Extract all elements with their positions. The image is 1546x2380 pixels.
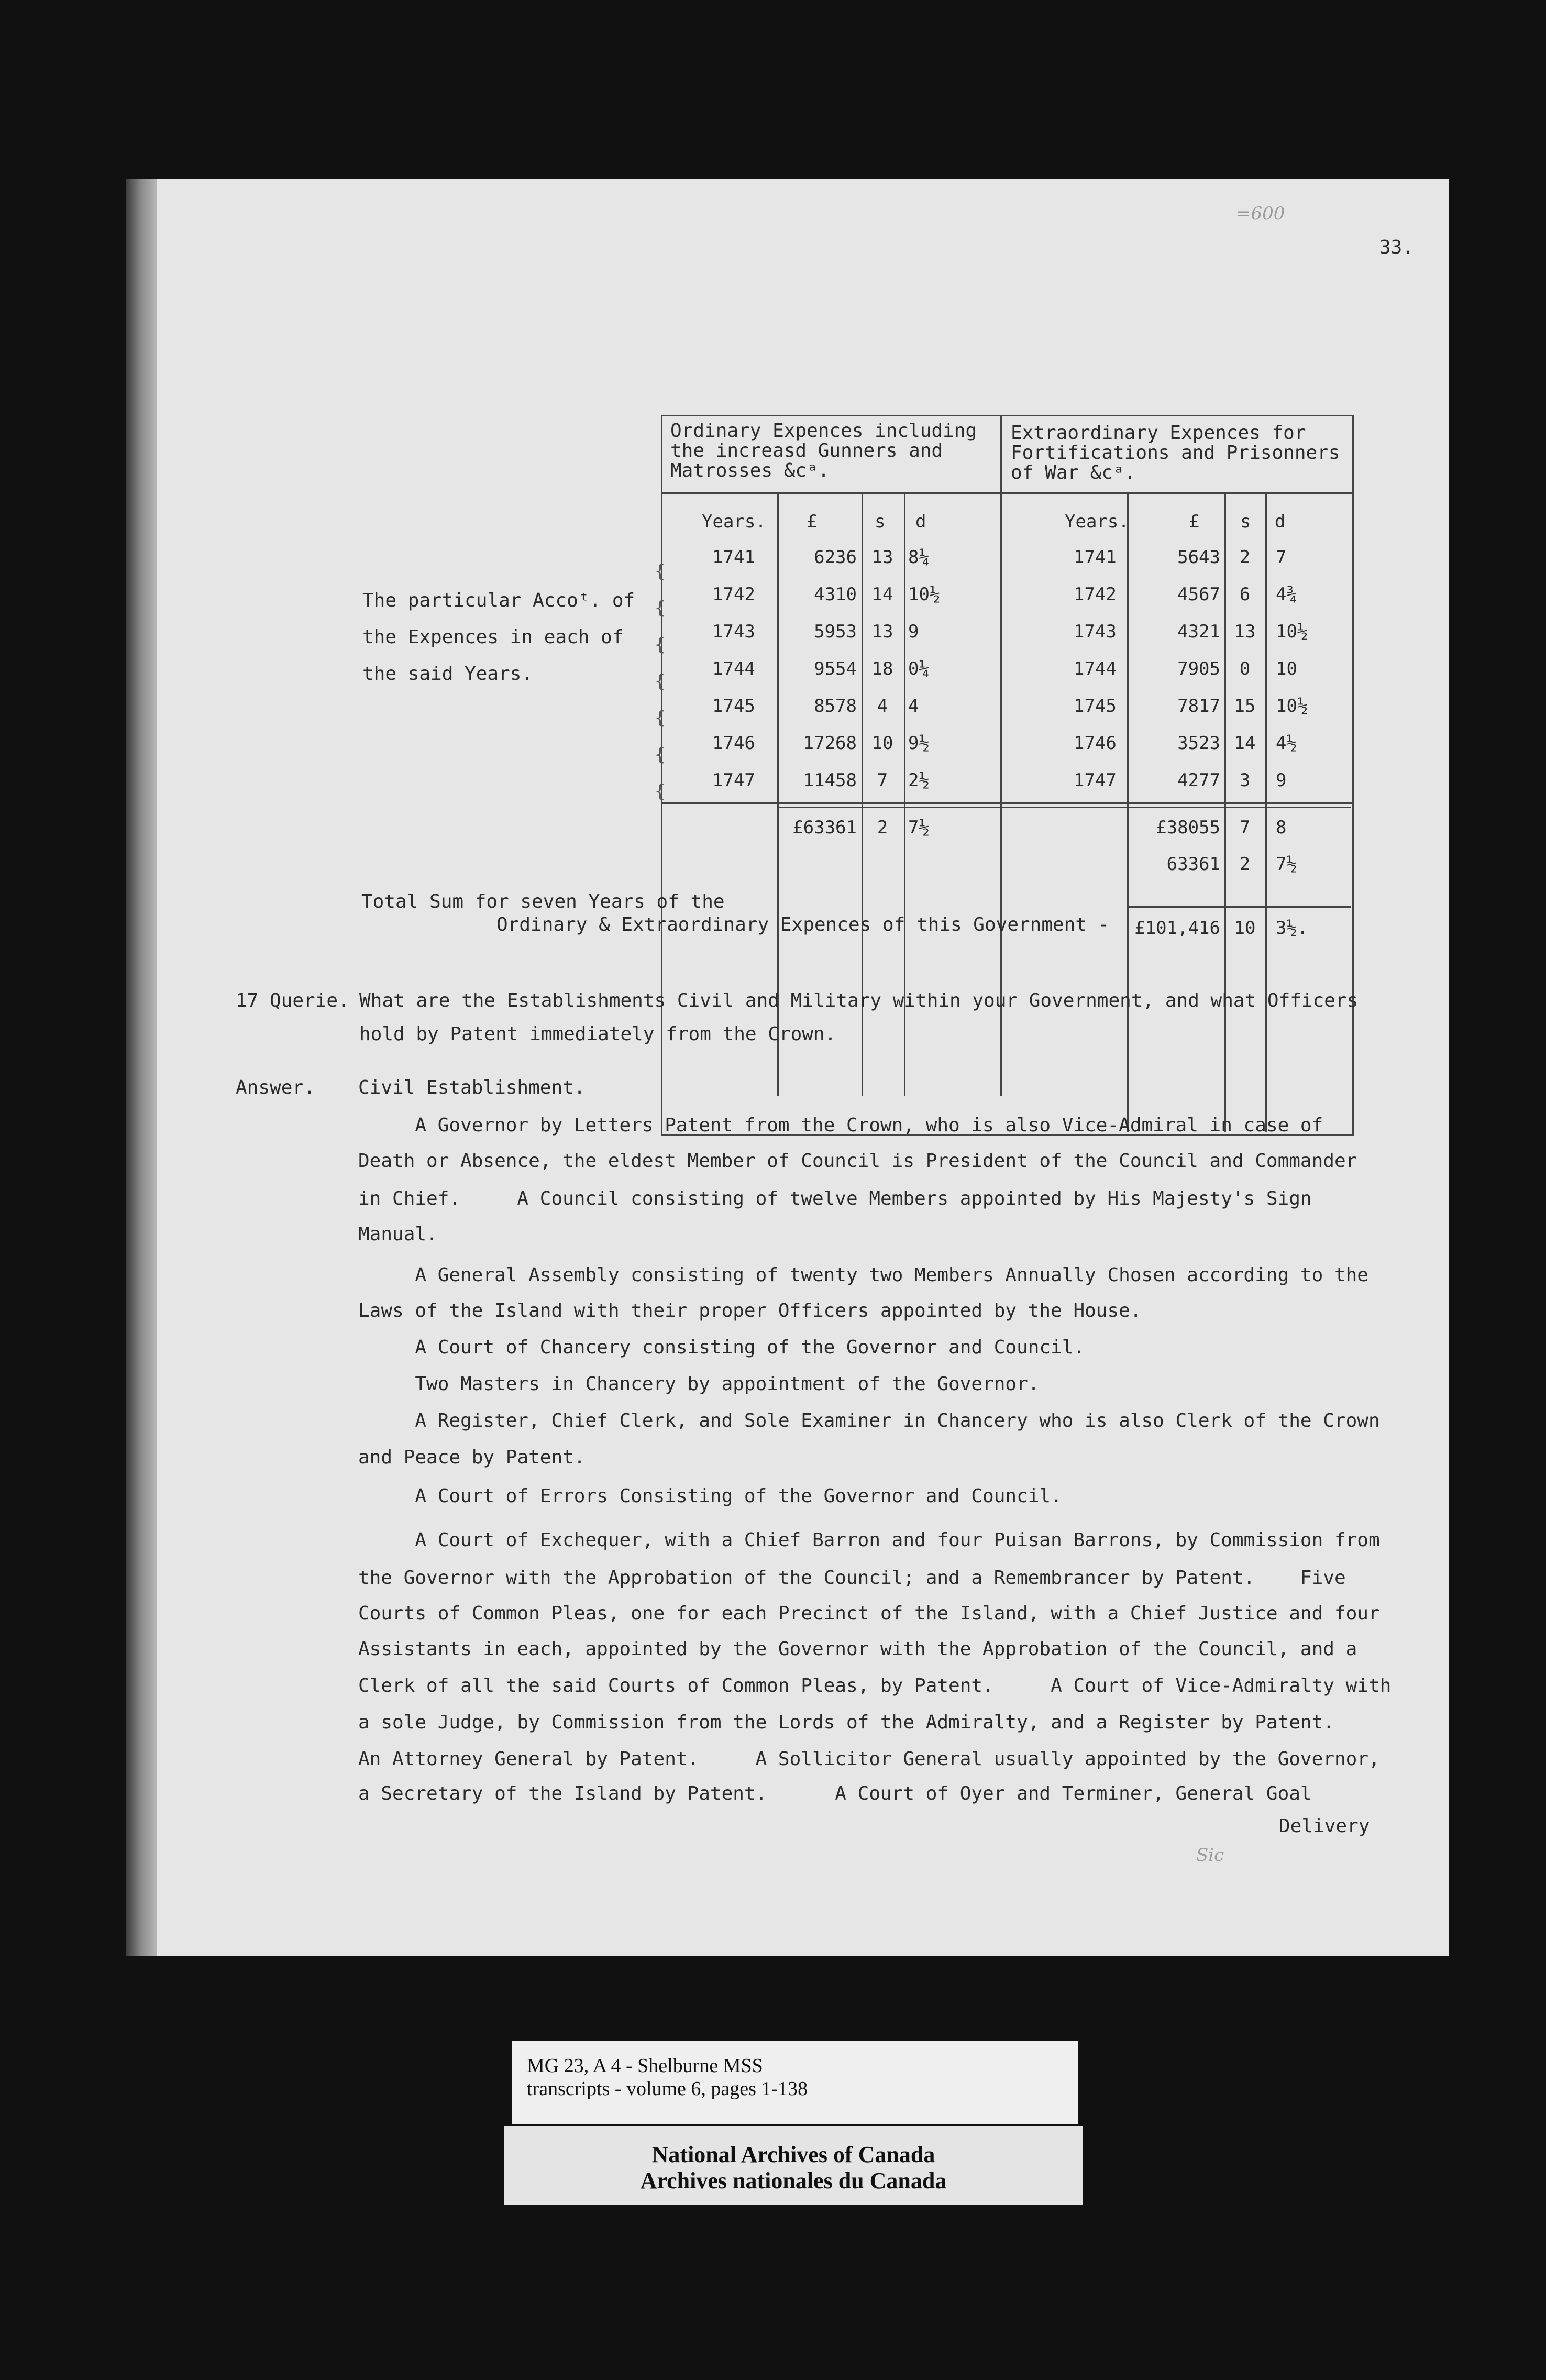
extra-pence: 4½ [1276, 733, 1297, 754]
extra-pence: 9 [1276, 770, 1287, 791]
extra-shillings: 6 [1239, 584, 1251, 605]
extra-year: 1741 [1074, 547, 1117, 568]
extra-shillings: 13 [1234, 621, 1256, 642]
ordinary-shillings: 7 [877, 770, 888, 791]
extra-shillings: 0 [1239, 658, 1251, 679]
ordinary-total-shillings: 2 [877, 817, 888, 838]
answer-line: An Attorney General by Patent. A Sollicitor General usually appointed by the Governor, [358, 1748, 1380, 1770]
archive-institution-en: National Archives of Canada [651, 2142, 935, 2167]
total-label-line2: Ordinary & Extraordinary Expences of this Government - [496, 914, 1110, 935]
extra-pounds: 7817 [1177, 696, 1220, 717]
ordinary-year: 1743 [712, 621, 755, 642]
extra-pence: 10 [1276, 658, 1297, 679]
answer-line: Clerk of all the said Courts of Common Pleas, by Patent. A Court of Vice-Admiralty with [358, 1675, 1392, 1696]
extra-total-pence: 8 [1276, 817, 1287, 838]
ordinary-pence: 9½ [908, 733, 930, 754]
ordinary-year: 1742 [712, 584, 755, 605]
answer-line: A General Assembly consisting of twenty two Members Annually Chosen according to the [358, 1264, 1368, 1286]
extra-pounds: 4567 [1177, 584, 1220, 605]
ordinary-header: Ordinary Expences including the increasd Gunners and Matrosses &cᵃ. [670, 420, 977, 481]
ordinary-pence: 4 [908, 696, 919, 717]
ordinary-total-pounds: £63361 [792, 817, 857, 838]
total-label-line1: Total Sum for seven Years of the [361, 891, 725, 912]
col-pence: d [915, 511, 926, 532]
extra-pence: 10½ [1276, 696, 1308, 717]
querie-line-1: What are the Establishments Civil and Military within your Government, and what Officers [359, 990, 1359, 1011]
ordinary-shillings: 13 [871, 621, 893, 642]
extra-pence: 4¾ [1276, 584, 1297, 605]
querie-label: 17 Querie. [236, 990, 349, 1011]
extra-pounds: 7905 [1177, 658, 1220, 679]
col-pence: d [1275, 511, 1286, 532]
col-years: Years. [1065, 511, 1129, 532]
header-rule [661, 492, 1352, 494]
answer-line: Laws of the Island with their proper Officers appointed by the House. [358, 1300, 1142, 1321]
extra-pounds: 3523 [1177, 733, 1220, 754]
extra-total-shillings: 7 [1239, 817, 1251, 838]
extra-pence: 7 [1276, 547, 1287, 568]
extra-pence: 10½ [1276, 621, 1308, 642]
ordinary-shillings: 10 [871, 733, 893, 754]
side-note: The particular Accoᵗ. of the Expences in each of the said Years. [362, 590, 635, 685]
total-rule [661, 802, 1352, 804]
catchword: Delivery [1279, 1815, 1370, 1837]
document-page [157, 179, 1449, 1956]
extra-shillings: 3 [1239, 770, 1251, 791]
grand-total-shillings: 10 [1234, 918, 1256, 939]
answer-line: Two Masters in Chancery by appointment of the Governor. [358, 1373, 1040, 1395]
answer-line: A Court of Errors Consisting of the Governor and Council. [358, 1485, 1062, 1507]
carry-shillings: 2 [1239, 854, 1251, 875]
ordinary-year: 1747 [712, 770, 755, 791]
extra-year: 1745 [1074, 696, 1117, 717]
ordinary-shillings: 14 [871, 584, 893, 605]
ordinary-year: 1745 [712, 696, 755, 717]
answer-line: Death or Absence, the eldest Member of Council is President of the Council and Commander [358, 1150, 1357, 1172]
col-rule [1265, 493, 1267, 1132]
ordinary-year: 1744 [712, 658, 755, 679]
col-shillings: s [875, 511, 886, 532]
extra-year: 1744 [1074, 658, 1117, 679]
answer-label: Answer. [236, 1077, 315, 1098]
ordinary-shillings: 18 [871, 658, 893, 679]
extra-shillings: 15 [1234, 696, 1256, 717]
extra-pounds: 4277 [1177, 770, 1220, 791]
answer-line: Civil Establishment. [358, 1077, 586, 1098]
answer-line: A Governor by Letters Patent from the Crown, who is also Vice-Admiral in case of [358, 1115, 1323, 1136]
answer-line: a sole Judge, by Commission from the Lords of the Admiralty, and a Register by Patent. [358, 1712, 1334, 1733]
col-pounds: £ [1189, 511, 1200, 532]
archive-institution-label [504, 2126, 1083, 2205]
col-years: Years. [702, 511, 766, 532]
ordinary-pence: 2½ [908, 770, 930, 791]
ordinary-pounds: 17268 [803, 733, 857, 754]
ordinary-pence: 9 [908, 621, 919, 642]
answer-line: A Court of Chancery consisting of the Governor and Council. [358, 1337, 1085, 1358]
answer-line: Manual. [358, 1224, 438, 1245]
extra-year: 1743 [1074, 621, 1117, 642]
pencil-note: =600 [1236, 203, 1285, 224]
extra-pounds: 5643 [1177, 547, 1220, 568]
extra-header: Extraordinary Expences for Fortifications and Prisonners of War &cᵃ. [1011, 422, 1340, 483]
extra-shillings: 2 [1239, 547, 1251, 568]
extra-total-pounds: £38055 [1156, 817, 1220, 838]
answer-line: the Governor with the Approbation of the Council; and a Remembrancer by Patent. Five [358, 1567, 1346, 1589]
ordinary-pounds: 8578 [814, 696, 857, 717]
archive-institution-fr: Archives nationales du Canada [640, 2168, 947, 2194]
carry-pence: 7½ [1276, 854, 1297, 875]
extra-pounds: 4321 [1177, 621, 1220, 642]
answer-line: Courts of Common Pleas, one for each Precinct of the Island, with a Chief Justice and four [358, 1603, 1380, 1624]
ordinary-shillings: 4 [877, 696, 888, 717]
ordinary-pence: 8¼ [908, 547, 930, 568]
archive-reference-line-2: transcripts - volume 6, pages 1-138 [527, 2078, 808, 2100]
brace-mark: { { { { { { { [655, 561, 666, 802]
grand-total-pence: 3½. [1276, 918, 1308, 939]
ordinary-pounds: 6236 [814, 547, 857, 568]
answer-line: and Peace by Patent. [358, 1447, 586, 1468]
ordinary-year: 1741 [712, 547, 755, 568]
ordinary-pence: 10½ [908, 584, 941, 605]
col-pounds: £ [807, 511, 818, 532]
extra-year: 1747 [1074, 770, 1117, 791]
grand-total-pounds: £101,416 [1134, 918, 1220, 939]
col-rule [1127, 493, 1129, 1132]
extra-year: 1746 [1074, 733, 1117, 754]
answer-line: in Chief. A Council consisting of twelve Members appointed by His Majesty's Sign [358, 1188, 1312, 1209]
extra-year: 1742 [1074, 584, 1117, 605]
page-number: 33. [1379, 237, 1414, 258]
pencil-sic: Sic [1196, 1845, 1224, 1866]
col-shillings: s [1240, 511, 1251, 532]
answer-line: a Secretary of the Island by Patent. A Court of Oyer and Terminer, General Goal [358, 1783, 1312, 1804]
answer-line: A Register, Chief Clerk, and Sole Examiner in Chancery who is also Clerk of the Crown [358, 1410, 1380, 1431]
archive-reference-label [512, 2041, 1078, 2124]
ordinary-pounds: 4310 [814, 584, 857, 605]
ordinary-pounds: 9554 [814, 658, 857, 679]
answer-line: A Court of Exchequer, with a Chief Barron and four Puisan Barrons, by Commission from [358, 1529, 1380, 1551]
querie-line-2: hold by Patent immediately from the Crown. [359, 1023, 836, 1045]
ordinary-pence: 0¼ [908, 658, 930, 679]
ordinary-year: 1746 [712, 733, 755, 754]
carry-pounds: 63361 [1166, 854, 1220, 875]
total-rule [777, 807, 1351, 808]
ordinary-pounds: 5953 [814, 621, 857, 642]
ordinary-shillings: 13 [871, 547, 893, 568]
archive-reference-line-1: MG 23, A 4 - Shelburne MSS [527, 2055, 763, 2077]
extra-shillings: 14 [1234, 733, 1256, 754]
grand-total-rule [1127, 906, 1351, 908]
answer-line: Assistants in each, appointed by the Governor with the Approbation of the Council, and a [358, 1638, 1357, 1660]
ordinary-pounds: 11458 [803, 770, 857, 791]
ordinary-total-pence: 7½ [908, 817, 930, 838]
